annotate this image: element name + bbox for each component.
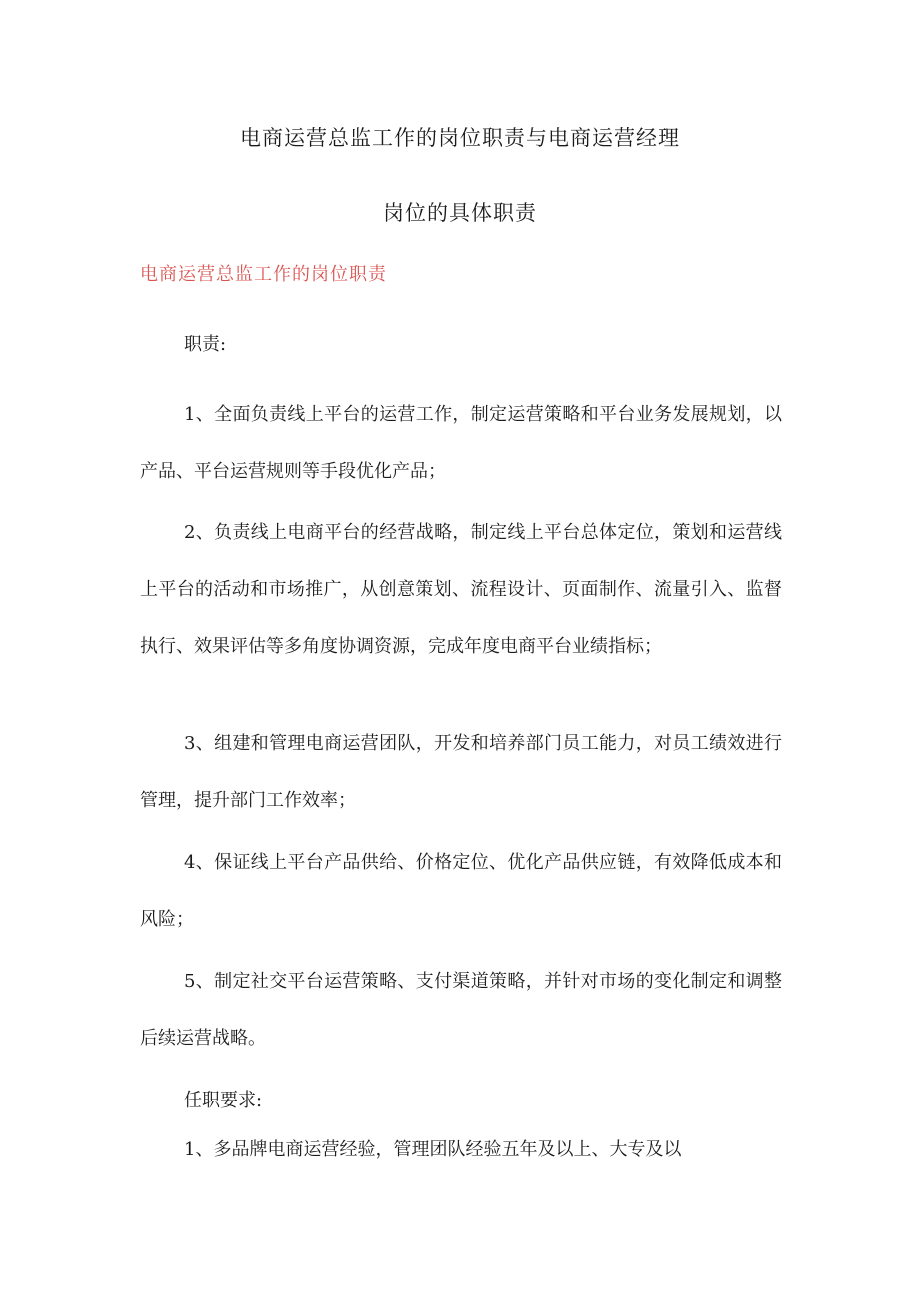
duty-item-1: 1、全面负责线上平台的运营工作，制定运营策略和平台业务发展规划，以产品、平台运营规则等手段优化产品； (140, 404, 782, 482)
document-title-line-2: 岗位的具体职责 (383, 201, 537, 225)
duty-item-5: 5、制定社交平台运营策略、支付渠道策略，并针对市场的变化制定和调整后续运营战略。 (140, 971, 782, 1049)
duty-item-2: 2、负责线上电商平台的经营战略，制定线上平台总体定位，策划和运营线上平台的活动和市场推广，从创意策划、流程设计、页面制作、流量引入、监督执行、效果评估等多角度协调资源，完成年度电商平台业绩指标； (140, 522, 782, 657)
requirements-label: 任职要求: (184, 1090, 263, 1111)
duty-item-3: 3、组建和管理电商运营团队，开发和培养部门员工能力，对员工绩效进行管理，提升部门工作效率； (140, 733, 782, 811)
section-heading: 电商运营总监工作的岗位职责 (140, 264, 387, 285)
duty-item-4: 4、保证线上平台产品供给、价格定位、优化产品供应链，有效降低成本和风险； (140, 852, 782, 930)
document-title-line-1: 电商运营总监工作的岗位职责与电商运营经理 (240, 126, 680, 150)
requirement-item-1: 1、多品牌电商运营经验，管理团队经验五年及以上、大专及以 (184, 1139, 682, 1160)
duties-label: 职责: (184, 334, 227, 355)
